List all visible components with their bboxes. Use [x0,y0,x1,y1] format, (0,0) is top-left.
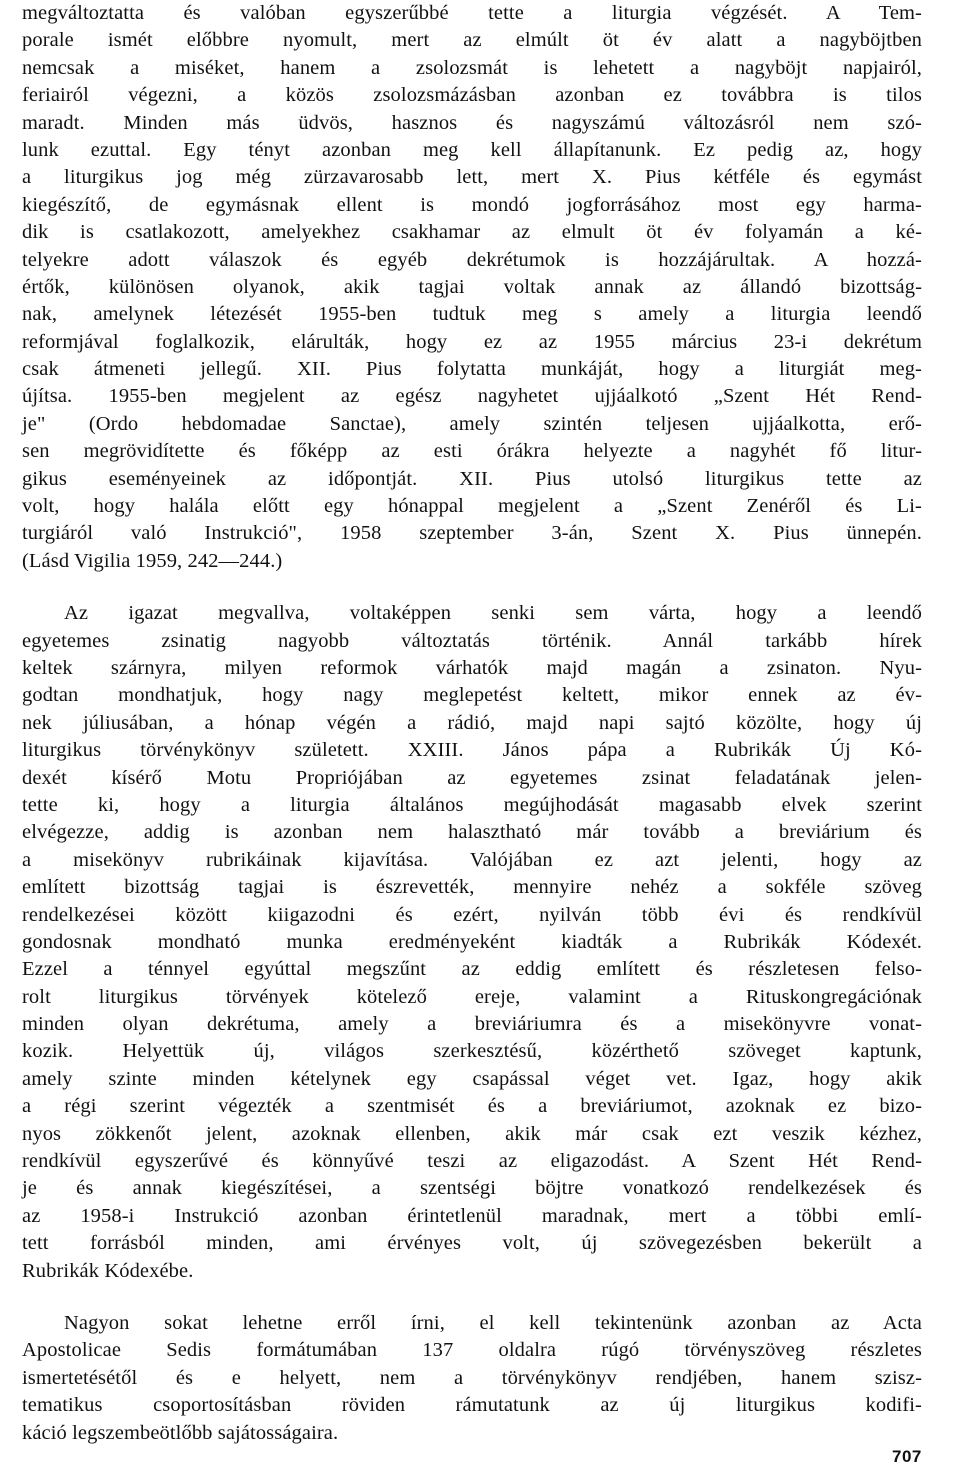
text-line: említett bizottság tagjai is észrevették, mennyire nehéz a sokféle szöveg [22,876,922,899]
text-line: csak átmeneti jellegű. XII. Pius folytatta munkáját, hogy a liturgiát meg- [22,358,922,381]
text-line: reformjával foglalkozik, elárulták, hogy ez az 1955 március 23-i dekrétum [22,330,922,353]
text-line: az 1958-i Instrukció azonban érintetlenül maradnak, mert a többi emlí- [22,1204,922,1227]
text-line: gondosnak mondható munka eredményeként kiadták a Rubrikák Kódexét. [22,930,922,953]
text-line: amely szinte minden kételynek egy csapással véget vet. Igaz, hogy akik [22,1067,922,1090]
paragraph-1 [22,0,922,575]
text-line: nemcsak a miséket, hanem a zsolozsmát is lehetett a nagyböjt napjairól, [22,56,922,79]
text-line: telyekre adott válaszok és egyéb dekrétumok is hozzájárultak. A hozzá- [22,248,922,271]
text-line: elvégezze, addig is azonban nem halasztható már tovább a breviárium és [22,821,922,844]
document-page [22,0,922,1447]
text-line: nak, amelynek létezését 1955-ben tudtuk meg s amely a liturgia leendő [22,303,922,326]
text-line: nek júliusában, a hónap végén a rádió, majd napi sajtó közölte, hogy új [22,711,922,734]
text-line: minden olyan dekrétuma, amely a breviáriumra és a misekönyvre vonat- [22,1013,922,1036]
text-line: rendelkezései között kiigazodni és ezért, nyilván több évi és rendkívül [22,903,922,926]
text-line: a régi szerint végezték a szentmisét és a breviáriumot, azoknak ez bizo- [22,1095,922,1118]
text-line: a misekönyv rubrikáinak kijavítása. Valójában ez azt jelenti, hogy az [22,848,922,871]
page-number: 707 [892,1447,922,1466]
text-line: je és annak kiegészítései, a szentségi böjtre vonatkozó rendelkezések és [22,1177,922,1200]
text-line: porale ismét előbbre nyomult, mert az elmúlt öt év alatt a nagyböjtben [22,29,922,52]
text-line: Nagyon sokat lehetne erről írni, el kell tekintenünk azonban az Acta [64,1311,922,1334]
text-line: kozik. Helyettük új, világos szerkesztésű, közérthető szöveget kaptunk, [22,1040,922,1063]
text-line: je" (Ordo hebdomadae Sanctae), amely szintén teljesen ujjáalkotta, erő- [22,412,922,435]
text-line: Az igazat megvallva, voltaképpen senki sem várta, hogy a leendő [64,602,922,625]
text-line: tette ki, hogy a liturgia általános megújhodását magasabb elvek szerint [22,793,922,816]
text-line: rolt liturgikus törvények kötelező ereje, valamint a Rituskongregációnak [22,985,922,1008]
text-line: kiegészítő, de egymásnak ellent is mondó jogforrásához most egy harma- [22,193,922,216]
text-line: újítsa. 1955-ben megjelent az egész nagyhetet ujjáalkotó „Szent Hét Rend- [22,385,922,408]
text-line: gikus eseményeinek az időpontját. XII. Pius utolsó liturgikus tette az [22,467,922,490]
text-line: maradt. Minden más üdvös, hasznos és nagyszámú változásról nem szó- [22,111,922,134]
paragraph-3 [22,1310,922,1447]
text-line: rendkívül egyszerűvé és könnyűvé teszi az eligazodást. A Szent Hét Rend- [22,1150,922,1173]
text-line: dik is csatlakozott, amelyekhez csakhamar az elmult öt év folyamán a ké- [22,221,922,244]
text-line: (Lásd Vigilia 1959, 242—244.) [22,549,283,572]
text-line: keltek szárnyra, milyen reformok várhatók majd magán a zsinaton. Nyu- [22,656,922,679]
text-line: dexét kísérő Motu Propriójában az egyetemes zsinat feladatának jelen- [22,766,922,789]
text-line: godtan mondhatjuk, hogy nagy meglepetést keltett, mikor ennek az év- [22,684,922,707]
text-line: ismertetésétől és e helyett, nem a törvénykönyv rendjében, hanem szisz- [22,1366,922,1389]
text-line: liturgikus törvénykönyv született. XXIII. János pápa a Rubrikák Új Kó- [22,739,922,762]
text-line: nyos zökkenőt jelent, azoknak ellenben, akik már csak ezt veszik kézhez, [22,1122,922,1145]
text-line: megváltoztatta és valóban egyszerűbbé tette a liturgia végzését. A Tem- [22,2,922,24]
text-line: feriairól végezni, a közös zsolozsmázásban azonban ez továbbra is tilos [22,84,922,107]
text-line: Rubrikák Kódexébe. [22,1259,194,1282]
text-line: volt, hogy halála előtt egy hónappal megjelent a „Szent Zenéről és Li- [22,495,922,518]
text-line: Ezzel a ténnyel egyúttal megszűnt az eddig említett és részletesen felso- [22,958,922,981]
text-line: turgiáról való Instrukció", 1958 szeptember 3-án, Szent X. Pius ünnepén. [22,522,922,545]
text-line: sen megrövidítette és főképp az esti órákra helyezte a nagyhét fő litur- [22,440,922,463]
text-line: tematikus csoportosításban röviden rámutatunk az új liturgikus kodifi- [22,1394,922,1417]
text-line: értők, különösen olyanok, akik tagjai voltak annak az állandó bizottság- [22,275,922,298]
text-line: egyetemes zsinatig nagyobb változtatás történik. Annál tarkább hírek [22,629,922,652]
text-line: káció legszembeötlőbb sajátosságaira. [22,1421,339,1444]
text-line: a liturgikus jog még zürzavarosabb lett, mert X. Pius kétféle és egymást [22,166,922,189]
paragraph-2 [22,600,922,1285]
text-line: Apostolicae Sedis formátumában 137 oldalra rúgó törvényszöveg részletes [22,1339,922,1362]
text-line: lunk ezuttal. Egy tényt azonban meg kell állapítanunk. Ez pedig az, hogy [22,138,922,161]
text-line: tett forrásból minden, ami érvényes volt, új szövegezésben bekerült a [22,1232,922,1255]
